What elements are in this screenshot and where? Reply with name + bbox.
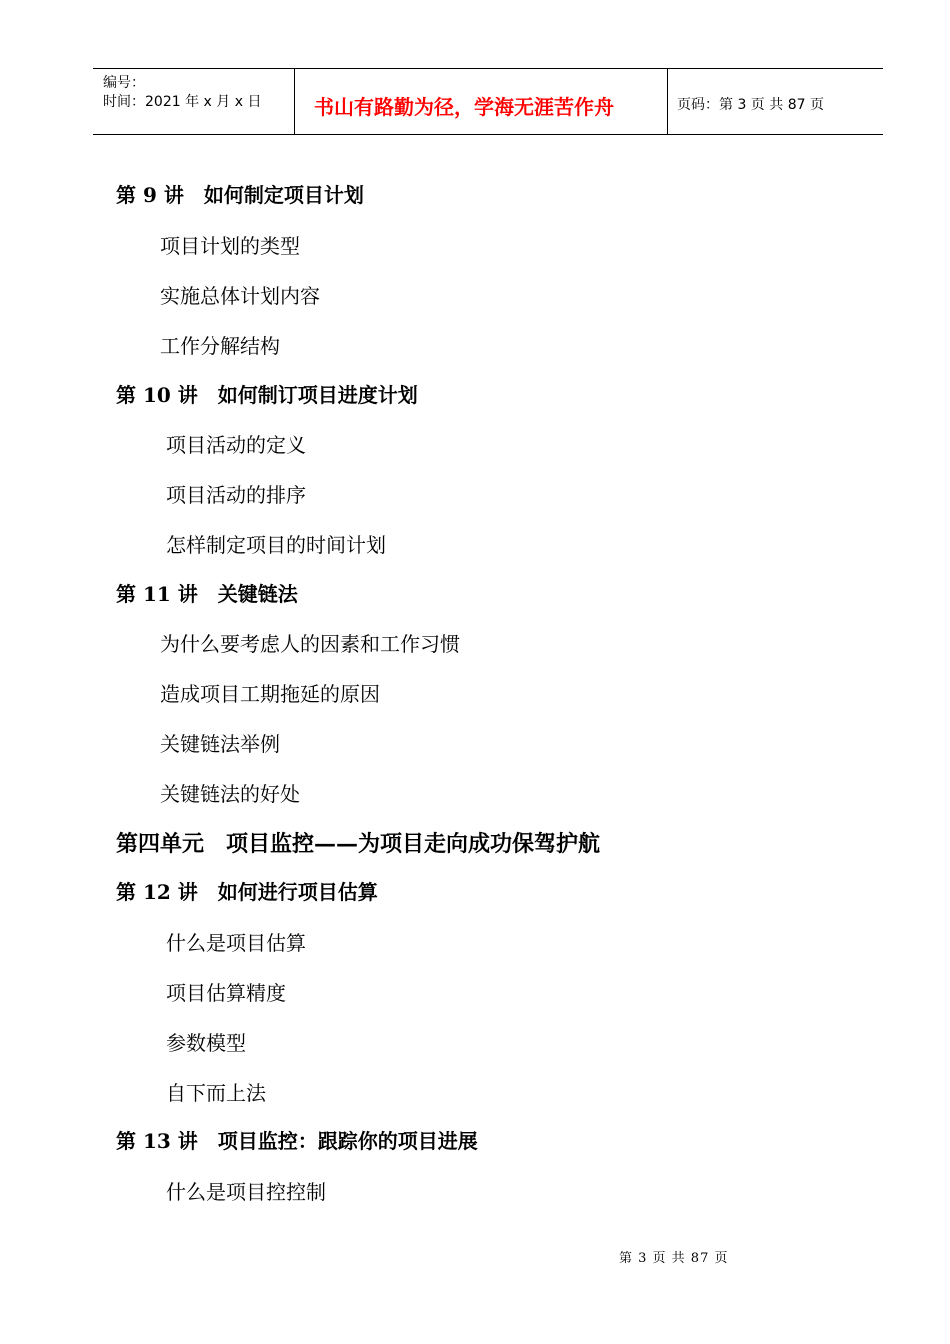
lecture-11-item-3: 关键链法举例 <box>160 732 280 756</box>
header-meta-cell <box>93 69 295 135</box>
header-page-number: 页码：第 3 页 共 87 页 <box>677 97 824 113</box>
lecture-13-item-1: 什么是项目控控制 <box>166 1180 326 1204</box>
document-date-label: 时间：2021 年 x 月 x 日 <box>103 94 262 110</box>
header-motto: 书山有路勤为径，学海无涯苦作舟 <box>314 95 614 119</box>
lecture-12-item-3: 参数模型 <box>166 1031 246 1055</box>
lecture-10-item-1: 项目活动的定义 <box>166 433 306 457</box>
lecture-11-heading: 第 11 讲 关键链法 <box>116 582 298 606</box>
lecture-11-item-4: 关键链法的好处 <box>160 782 300 806</box>
page-footer: 第 3 页 共 87 页 <box>619 1251 729 1266</box>
lecture-10-item-3: 怎样制定项目的时间计划 <box>166 533 386 557</box>
lecture-12-heading: 第 12 讲 如何进行项目估算 <box>116 880 378 904</box>
lecture-10-item-2: 项目活动的排序 <box>166 483 306 507</box>
lecture-10-heading: 第 10 讲 如何制订项目进度计划 <box>116 383 418 407</box>
lecture-12-item-4: 自下而上法 <box>166 1081 266 1105</box>
header-page-cell <box>668 69 883 135</box>
lecture-12-item-2: 项目估算精度 <box>166 981 286 1005</box>
lecture-9-heading: 第 9 讲 如何制定项目计划 <box>116 183 364 207</box>
lecture-11-item-2: 造成项目工期拖延的原因 <box>160 682 380 706</box>
lecture-9-item-2: 实施总体计划内容 <box>160 284 320 308</box>
unit-4-heading: 第四单元 项目监控——为项目走向成功保驾护航 <box>116 831 601 857</box>
lecture-9-item-3: 工作分解结构 <box>160 334 280 358</box>
document-code-label: 编号： <box>103 75 145 91</box>
lecture-12-item-1: 什么是项目估算 <box>166 931 306 955</box>
lecture-9-item-1: 项目计划的类型 <box>160 234 300 258</box>
lecture-13-heading: 第 13 讲 项目监控：跟踪你的项目进展 <box>116 1129 478 1153</box>
header-motto-cell <box>295 69 668 135</box>
lecture-11-item-1: 为什么要考虑人的因素和工作习惯 <box>160 632 460 656</box>
page-header <box>93 68 883 135</box>
